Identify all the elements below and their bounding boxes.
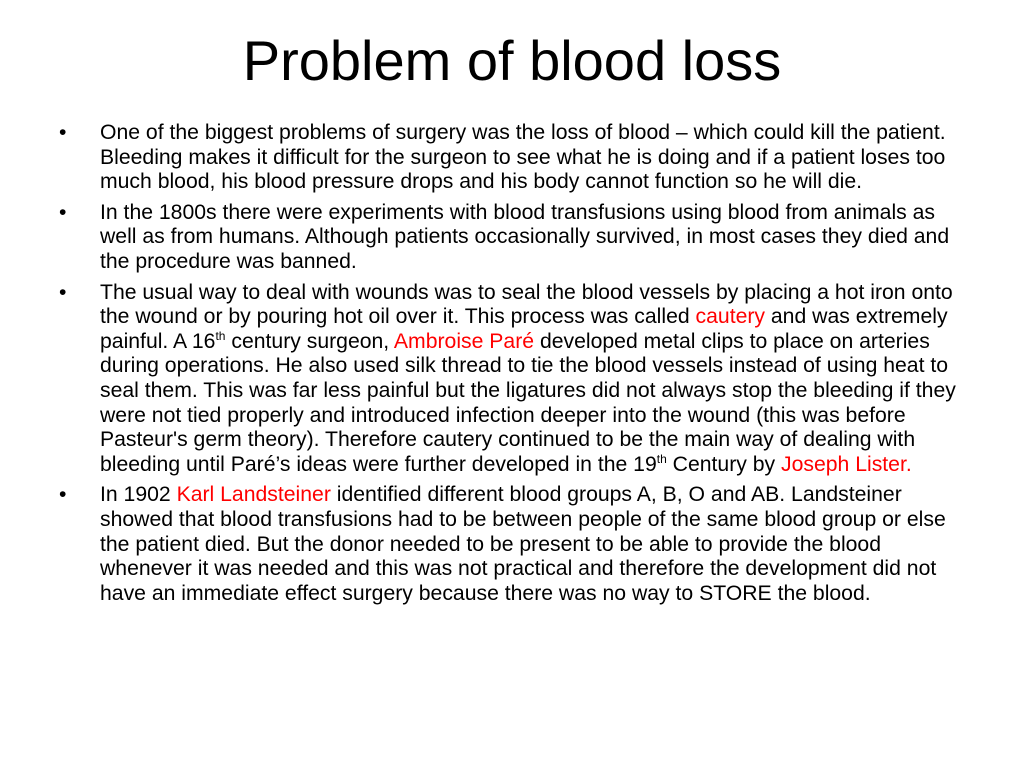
highlight-joseph-lister: Joseph Lister. (781, 452, 912, 476)
bullet-icon: • (59, 280, 67, 304)
bullet-text: In 1902 (100, 483, 177, 507)
bullet-text: developed metal clips to place on arteries during operations. He also used silk thread to tie the blood vessels instead of using heat to seal them. This was far less painful but the ligatures did not always stop the bleeding if they were not tied properly and introduced infection deeper into the wound (this was before Pasteur's germ theory). Therefore cautery continued to be the main way of dealing with bleeding until Paré’s ideas were further developed in the 19 (100, 329, 956, 476)
bullet-item-blood-groups (56, 483, 976, 606)
bullet-text: identified different blood groups A, B, O and AB. Landsteiner showed that blood transfusions had to be between people of the same blood group or else the patient died. But the donor needed to be present to be able to provide the blood whenever it was needed and this was not practical and therefore the development did not have an immediate effect surgery because there was no way to STORE the blood. (100, 483, 946, 605)
superscript-th: th (656, 451, 667, 466)
bullet-text: century surgeon, (225, 329, 394, 353)
superscript-th: th (215, 328, 226, 343)
bullet-item-blood-loss (56, 121, 976, 195)
highlight-karl-landsteiner: Karl Landsteiner (176, 483, 331, 507)
bullet-text: The usual way to deal with wounds was to seal the blood vessels by placing a hot iron onto the wound or by pouring hot oil over it. This process was called (100, 280, 953, 329)
bullet-item-transfusions (56, 201, 976, 275)
slide-title: Problem of blood loss (242, 29, 782, 92)
bullet-icon: • (59, 483, 67, 507)
highlight-ambroise-pare: Ambroise Paré (393, 329, 535, 353)
bullet-icon: • (59, 121, 67, 144)
bullet-text: One of the biggest problems of surgery was the loss of blood – which could kill the patient. Bleeding makes it difficult for the surgeon to see what he is doing and if a patient loses too much blood, his blood pressure drops and his body cannot function so he will die. (100, 121, 946, 194)
bullet-text: Century by (666, 452, 781, 476)
bullet-text: In the 1800s there were experiments with blood transfusions using blood from animals as well as from humans. Although patients occasionally survived, in most cases they died and the procedure was banned. (100, 200, 950, 273)
bullet-item-cautery (56, 281, 976, 478)
bullet-list (56, 121, 976, 612)
bullet-icon: • (59, 200, 67, 224)
highlight-cautery: cautery (695, 305, 766, 329)
bullet-text: and was extremely painful. A 16 (100, 305, 948, 353)
